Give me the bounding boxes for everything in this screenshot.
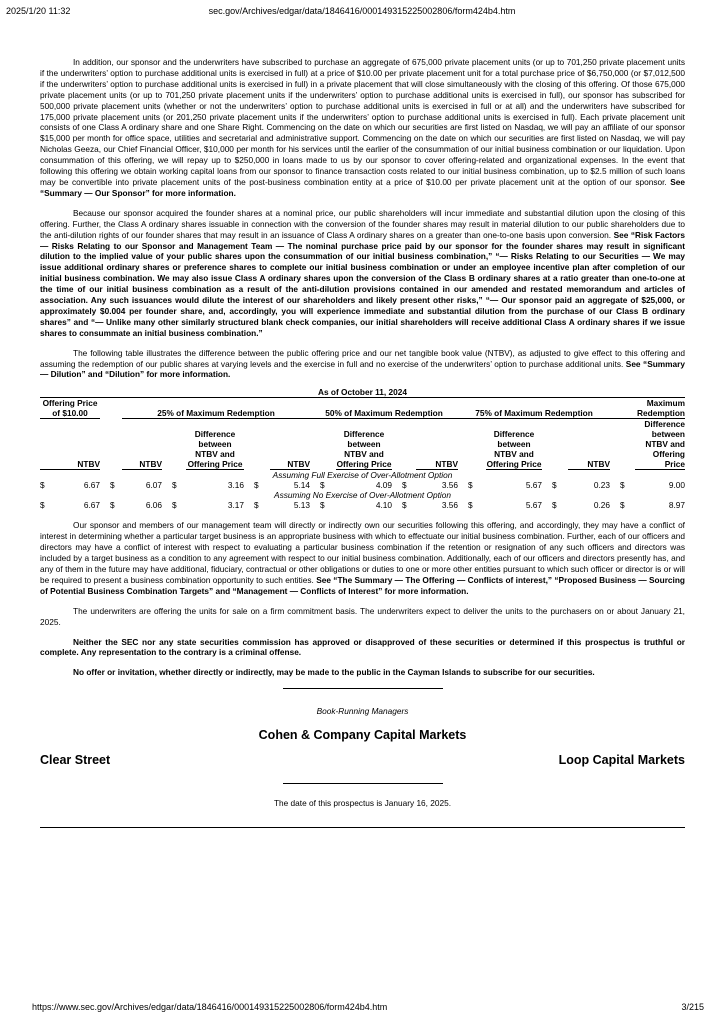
currency-symbol: $ <box>254 500 259 511</box>
table-cell: 6.07 <box>145 480 162 491</box>
column-group-25-redemption: 25% of Maximum Redemption <box>122 398 310 419</box>
cross-reference: See “The Summary — The Offering — Conflicts of interest,” “Proposed Business — Sourcing of Potential Business Combination Targets” and “Management — Conflicts of Interest” for more information. <box>40 574 685 596</box>
footer-url: https://www.sec.gov/Archives/edgar/data/1846416/000149315225002806/form424b4.htm <box>32 1002 388 1012</box>
paragraph-firm-commitment: The underwriters are offering the units for sale on a firm commitment basis. The underwriters expect to deliver the units to the purchasers on or about January 21, 2025. <box>40 605 685 627</box>
paragraph-ntbv-intro: The following table illustrates the difference between the public offering price and our net tangible book value (NTBV), as adjusted to give effect to this offering and assuming the redemption of our public shares at varying levels and the exercise in full and no exercise of the underwriters’ option to purchase additional units. See “Summary — Dilution” and “Dilution” for more information. <box>40 347 686 380</box>
divider <box>283 688 443 689</box>
browser-header <box>0 6 724 20</box>
currency-symbol: $ <box>402 500 407 511</box>
column-group-offering-price: Offering Price of $10.00 <box>40 398 100 419</box>
table-note-no-exercise: Assuming No Exercise of Over-Allotment Option <box>274 490 451 501</box>
currency-symbol: $ <box>468 480 473 491</box>
paragraph-cayman-legend: No offer or invitation, whether directly or indirectly, may be made to the public in the Cayman Islands to subscribe for our securities. <box>73 667 595 678</box>
table-cell: 3.56 <box>441 500 458 511</box>
table-as-of-date: As of October 11, 2024 <box>40 387 685 398</box>
table-cell: 4.09 <box>375 480 392 491</box>
table-cell: 4.10 <box>375 500 392 511</box>
table-cell: 8.97 <box>668 500 685 511</box>
currency-symbol: $ <box>620 480 625 491</box>
table-row-no-exercise <box>40 500 685 510</box>
page-end-rule <box>40 827 685 828</box>
column-group-50-redemption: 50% of Maximum Redemption <box>310 398 458 419</box>
currency-symbol: $ <box>40 480 45 491</box>
prospectus-page <box>40 57 685 828</box>
paragraph-sec-legend: Neither the SEC nor any state securities commission has approved or disapproved of these securities or determined if this prospectus is truthful or complete. Any representation to the contrary is a criminal offense. <box>40 636 685 658</box>
table-cell: 3.16 <box>227 480 244 491</box>
book-running-managers-label: Book-Running Managers <box>316 706 409 717</box>
column-header-ntbv: NTBV <box>270 419 310 470</box>
column-header-ntbv: NTBV <box>40 419 100 470</box>
currency-symbol: $ <box>552 500 557 511</box>
cross-reference: See “Summary — Our Sponsor” for more information. <box>40 176 685 198</box>
column-header-difference: Difference between NTBV and Offering Price <box>336 419 392 470</box>
currency-symbol: $ <box>172 480 177 491</box>
table-cell: 5.14 <box>293 480 310 491</box>
currency-symbol: $ <box>172 500 177 511</box>
paragraph-dilution: Because our sponsor acquired the founder shares at a nominal price, our public shareholders will incur immediate and substantial dilution upon the closing of this offering. Further, the Class A ordinary shares issuable in connection with the conversion of the founder shares may result in material dilution to our public shareholders due to the anti-dilution rights of our founder shares that may result in an issuance of Class A ordinary shares on a greater than one-to-one basis upon conversion. See “Risk Factors — Risks Relating to our Sponsor and Management Team — The nominal purchase price paid by our sponsor for the founder shares may result in significant dilution to the implied value of your public shares upon the consummation of our initial business combination,” “— Risks Relating to our Securities — We may issue additional ordinary shares or preference shares to complete our initial business combination or under an employee incentive plan after completion of our initial business combination. We may also issue Class A ordinary shares upon the conversion of the Class B ordinary shares at a ratio greater than one-to-one at the time of our initial business combination as a result of the anti-dilution provisions contained in our amended and restated memorandum and articles of association. Any such issuances would dilute the interest of our shareholders and likely present other risks,” “— Our sponsor paid an aggregate of $25,000, or approximately $0.004 per founder share, and, accordingly, you will experience immediate and substantial dilution from the purchase of our Class B ordinary shares” and “— Unlike many other similarly structured blank check companies, our initial shareholders will receive additional Class A ordinary shares if we issue shares to consummate an initial business combination.” <box>40 207 685 338</box>
currency-symbol: $ <box>110 480 115 491</box>
browser-footer <box>0 1002 724 1016</box>
column-group-75-redemption: 75% of Maximum Redemption <box>458 398 610 419</box>
table-cell: 6.67 <box>83 500 100 511</box>
underwriter-loop-capital: Loop Capital Markets <box>558 753 685 768</box>
currency-symbol: $ <box>254 480 259 491</box>
print-timestamp: 2025/1/20 11:32 <box>6 6 71 16</box>
table-cell: 5.67 <box>525 480 542 491</box>
column-header-ntbv: NTBV <box>416 419 458 470</box>
currency-symbol: $ <box>320 500 325 511</box>
ntbv-table <box>40 387 685 510</box>
prospectus-date: The date of this prospectus is January 16, 2025. <box>273 798 452 809</box>
currency-symbol: $ <box>40 500 45 511</box>
column-header-ntbv: NTBV <box>568 419 610 470</box>
column-header-difference: Difference between NTBV and Offering Price <box>486 419 542 470</box>
currency-symbol: $ <box>468 500 473 511</box>
currency-symbol: $ <box>402 480 407 491</box>
table-cell: 6.67 <box>83 480 100 491</box>
table-row-full-exercise <box>40 480 685 490</box>
cross-reference: See “Risk Factors — Risks Relating to our Sponsor and Management Team — The nominal purchase price paid by our sponsor for the founder shares may result in significant dilution to the implied value of your public shares upon the consummation of our initial business combination,” “— Risks Relating to our Securities — We may issue additional ordinary shares or preference shares to complete our initial business combination or under an employee incentive plan after completion of our initial business combination. We may also issue Class A ordinary shares upon the conversion of the Class B ordinary shares at a ratio greater than one-to-one at the time of our initial business combination as a result of the anti-dilution provisions contained in our amended and restated memorandum and articles of association. Any such issuances would dilute the interest of our shareholders and likely present other risks,” “— Our sponsor paid an aggregate of $25,000, or approximately $0.004 per founder share, and, accordingly, you will experience immediate and substantial dilution from the purchase of our Class B ordinary shares” and “— Unlike many other similarly structured blank check companies, our initial shareholders will receive additional Class A ordinary shares if we issue shares to consummate an initial business combination.” <box>40 229 685 338</box>
lead-underwriter: Cohen & Company Capital Markets <box>258 728 467 743</box>
column-header-difference: Difference between NTBV and Offering Price <box>635 419 685 470</box>
column-group-max-redemption: Maximum Redemption <box>610 398 685 419</box>
paragraph-private-placement: In addition, our sponsor and the underwriters have subscribed to purchase an aggregate of 675,000 private placement units (or up to 701,250 private placement units if the underwriters’ option to purchase additional units is exercised in full) at a price of $10.00 per private placement unit for a total purchase price of $6,750,000 (or $7,012,500 if the underwriters’ option to purchase additional units is exercised in full) in a private placement that will close simultaneously with the closing of this offering. Of those 675,000 private placement units (or up to 701,250 private placement units if the underwriters’ option to purchase additional units is exercised in full), our sponsor has subscribed for 500,000 private placement units (whether or not the underwriters’ option to purchase additional units is exercised in full or at all) and the underwriters have subscribed for 175,000 private placement units (or 201,250 private placement units if the underwriters’ option to purchase additional units is exercised in full). Each private placement unit consists of one Class A ordinary share and one Share Right. Commencing on the date on which our securities are first listed on Nasdaq, we will pay an affiliate of our sponsor $15,000 per month for office space, utilities and secretarial and administrative support. Commencing on the date on which our securities are first listed on Nasdaq, we will pay Nicholas Geeza, our Chief Financial Officer, $10,000 per month for his services until the earlier of the consummation of our initial business combination or our liquidation. Upon consummation of this offering, we will repay up to $250,000 in loans made to us by our sponsor to cover offering-related and organizational expenses. In the event that following this offering we obtain working capital loans from our sponsor to finance transaction costs related to our initial business combination, up to $2.5 million of such loans may be convertible into private placement units of the post-business combination entity at a price of $10.00 per private placement unit at the option of our sponsor. See “Summary — Our Sponsor” for more information. <box>40 57 685 198</box>
table-cell: 5.67 <box>525 500 542 511</box>
table-cell: 6.06 <box>145 500 162 511</box>
page-url: sec.gov/Archives/edgar/data/1846416/000149315225002806/form424b4.htm <box>208 6 516 16</box>
table-cell: 0.23 <box>593 480 610 491</box>
currency-symbol: $ <box>552 480 557 491</box>
currency-symbol: $ <box>320 480 325 491</box>
currency-symbol: $ <box>110 500 115 511</box>
table-cell: 9.00 <box>668 480 685 491</box>
divider <box>283 783 443 784</box>
co-underwriters <box>40 755 685 771</box>
paragraph-conflicts: Our sponsor and members of our management team will directly or indirectly own our securities following this offering, and accordingly, they may have a conflict of interest in determining whether a particular target business is an appropriate business with which to effectuate our initial business combination. Further, each of our officers and directors may have a conflict of interest with respect to evaluating a particular business combination if the retention or resignation of any such officers and directors was included by a target business as a condition to any agreement with respect to our initial business combination. Additionally, each of our officers and directors presently has, and any of them in the future may have additional, fiduciary, contractual or other obligations or duties to one or more other entities pursuant to which such officer or director is or will be required to present a business combination opportunity to such entities. See “The Summary — The Offering — Conflicts of interest,” “Proposed Business — Sourcing of Potential Business Combination Targets” and “Management — Conflicts of Interest” for more information. <box>40 520 685 596</box>
column-header-difference: Difference between NTBV and Offering Price <box>186 419 244 470</box>
cross-reference: See “Summary — Dilution” and “Dilution” for more information. <box>40 358 686 380</box>
currency-symbol: $ <box>620 500 625 511</box>
table-cell: 3.17 <box>227 500 244 511</box>
column-header-ntbv: NTBV <box>122 419 162 470</box>
table-cell: 5.13 <box>293 500 310 511</box>
page-number: 3/215 <box>681 1002 704 1012</box>
table-cell: 0.26 <box>593 500 610 511</box>
table-note-full-exercise: Assuming Full Exercise of Over-Allotment Option <box>272 470 453 481</box>
underwriter-clear-street: Clear Street <box>40 753 111 768</box>
table-cell: 3.56 <box>441 480 458 491</box>
